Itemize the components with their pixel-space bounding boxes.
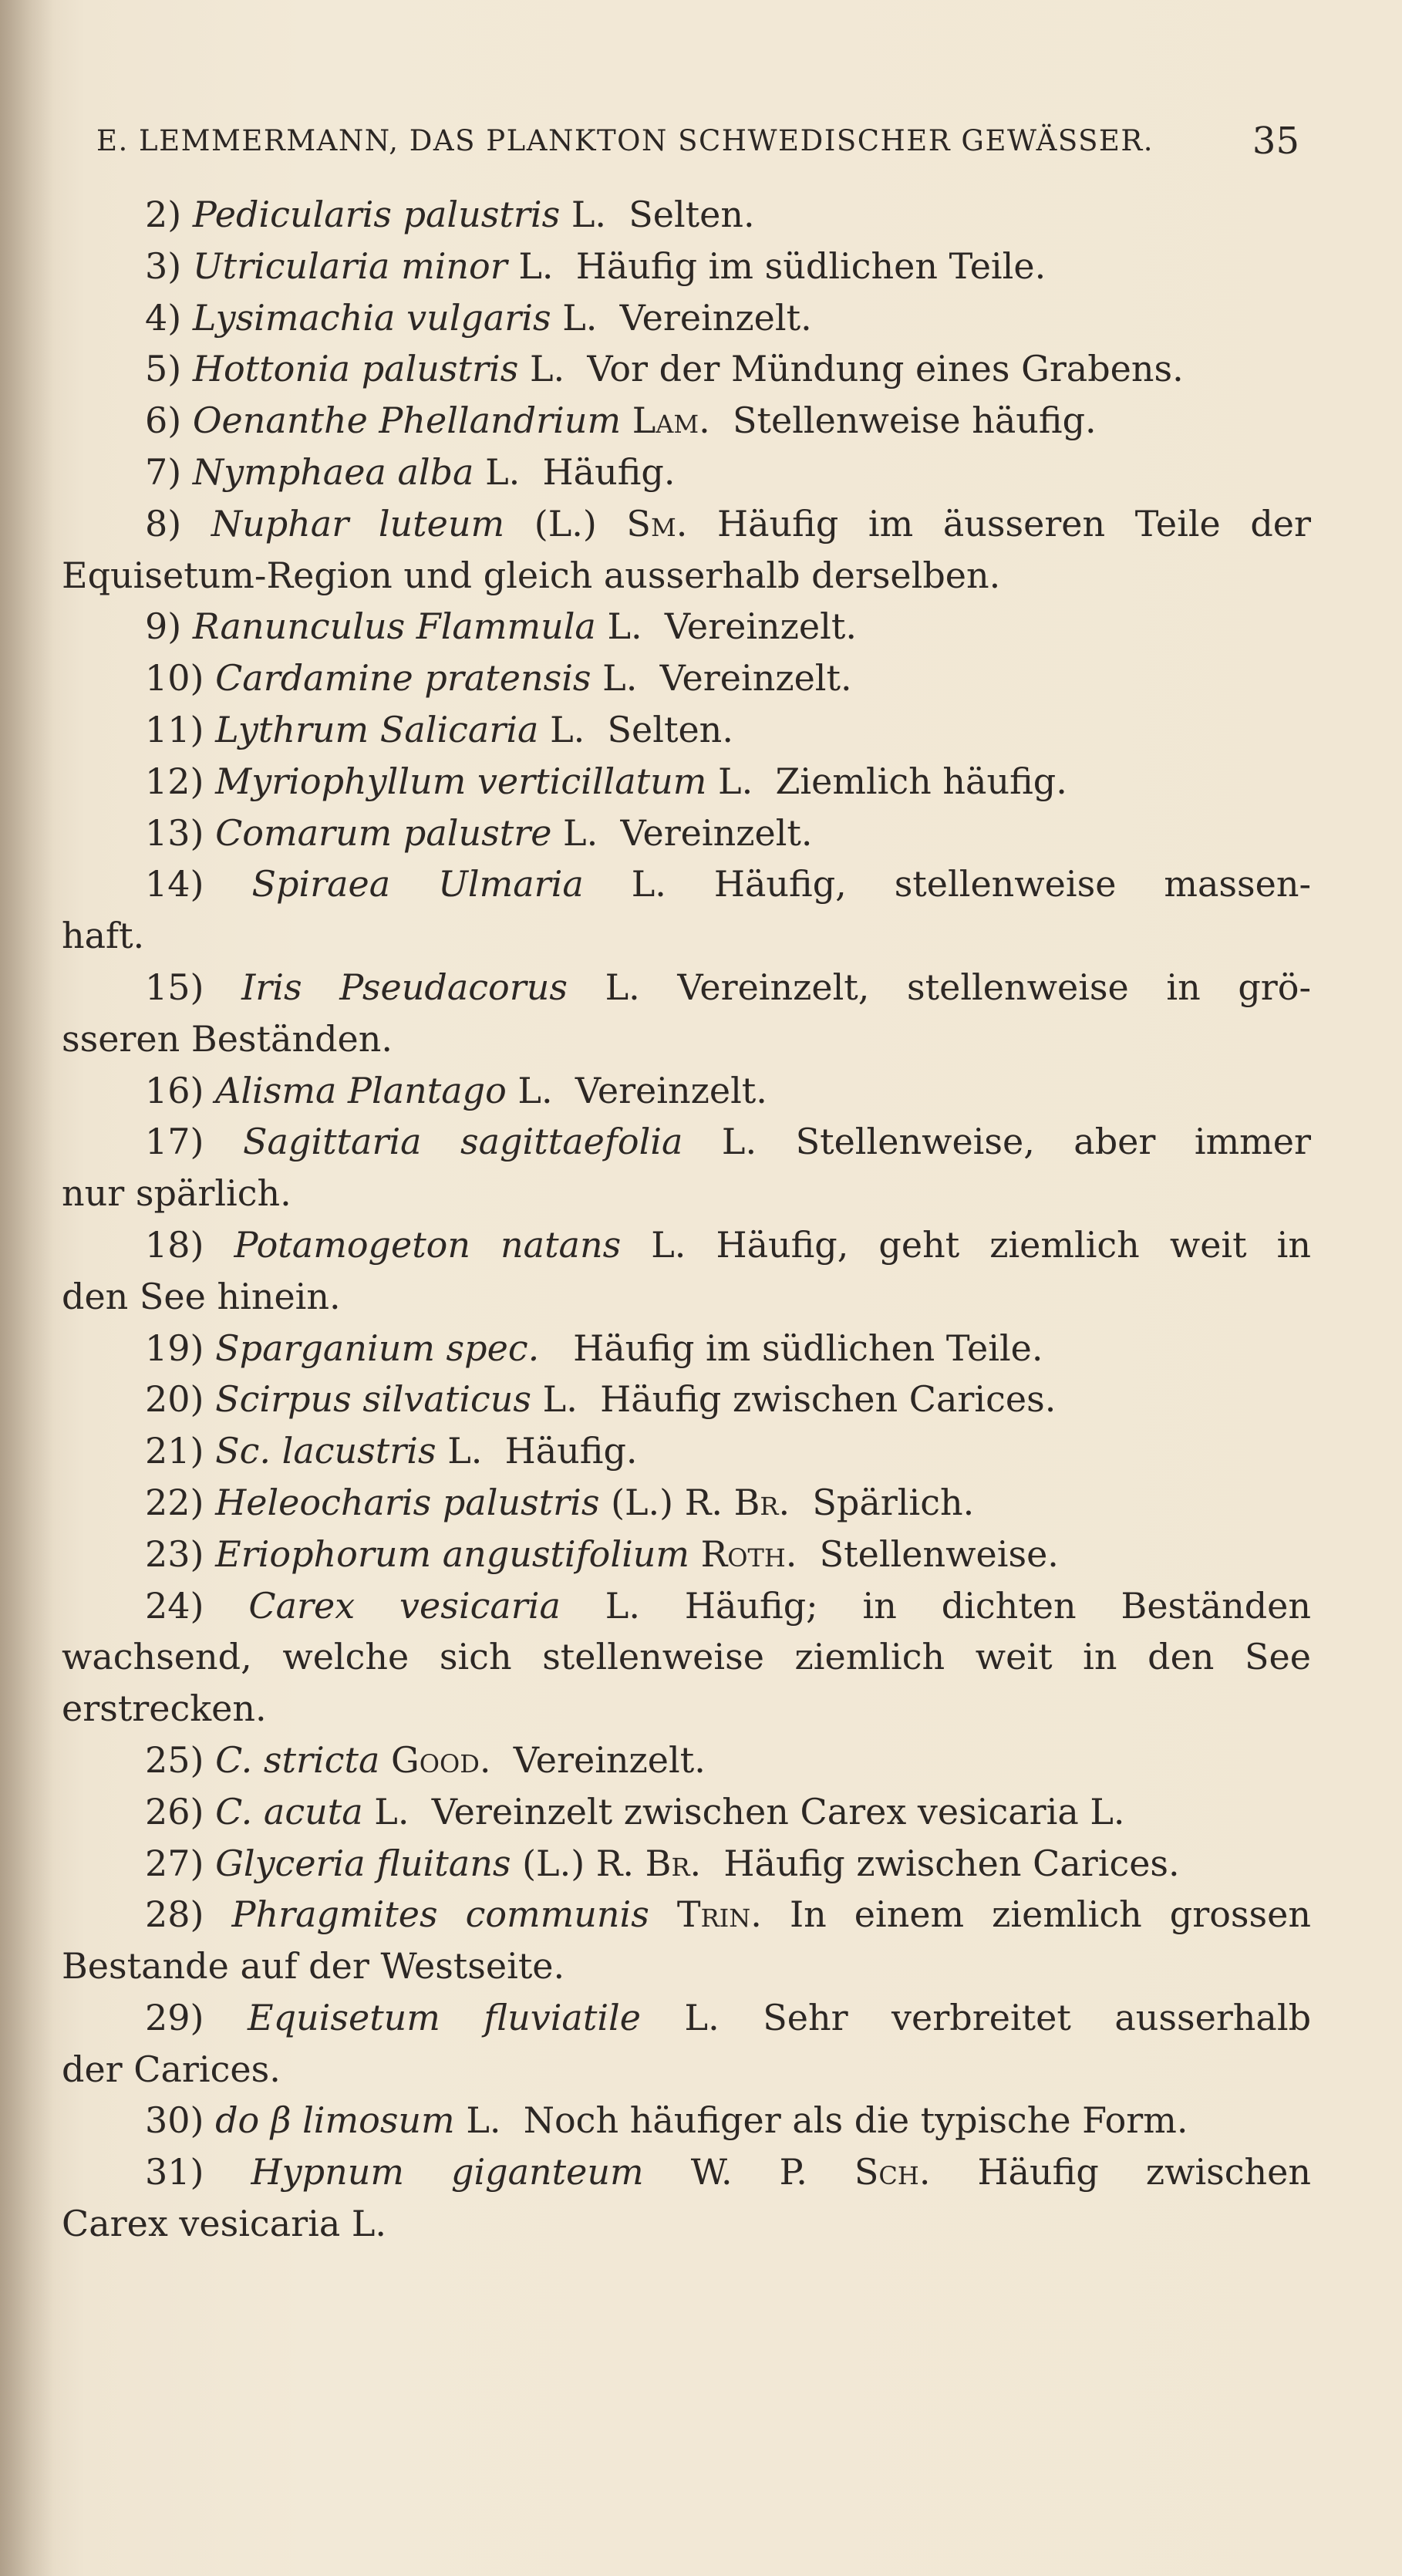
list-item: 14) Spiraea Ulmaria L. Häufig, stellenweise massen- bbox=[145, 863, 1311, 905]
list-item: 13) Comarum palustre L. Vereinzelt. bbox=[145, 811, 813, 854]
list-item: 31) Hypnum giganteum W. P. Sch. Häufig zwischen bbox=[145, 2151, 1311, 2193]
list-item: 3) Utricularia minor L. Häufig im südlichen Teile. bbox=[145, 244, 1046, 287]
list-item-continuation: Bestande auf der Westseite. bbox=[62, 1945, 565, 1988]
list-item: 23) Eriophorum angustifolium Roth. Stellenweise. bbox=[145, 1532, 1059, 1575]
list-item: 8) Nuphar luteum (L.) Sm. Häufig im äusseren Teile der bbox=[145, 502, 1311, 545]
list-item: 27) Glyceria fluitans (L.) R. Br. Häufig zwischen Carices. bbox=[145, 1842, 1180, 1884]
list-item: 7) Nymphaea alba L. Häufig. bbox=[145, 450, 676, 493]
list-item: 29) Equisetum fluviatile L. Sehr verbreitet ausserhalb bbox=[145, 1996, 1311, 2038]
running-title: E. LEMMERMANN, DAS PLANKTON SCHWEDISCHER GEWÄSSER. bbox=[96, 124, 1154, 157]
list-item-continuation: nur spärlich. bbox=[62, 1172, 292, 1215]
list-item: 22) Heleocharis palustris (L.) R. Br. Spärlich. bbox=[145, 1481, 975, 1523]
list-item: 9) Ranunculus Flammula L. Vereinzelt. bbox=[145, 605, 857, 648]
list-item: 26) C. acuta L. Vereinzelt zwischen Carex vesicaria L. bbox=[145, 1790, 1125, 1833]
list-item: 30) do β limosum L. Noch häufiger als die typische Form. bbox=[145, 2099, 1188, 2142]
list-item: 5) Hottonia palustris L. Vor der Mündung eines Grabens. bbox=[145, 348, 1184, 390]
list-item: 11) Lythrum Salicaria L. Selten. bbox=[145, 708, 733, 750]
list-item-continuation: Carex vesicaria L. bbox=[62, 2203, 387, 2245]
list-item-continuation: der Carices. bbox=[62, 2048, 281, 2090]
list-item: 28) Phragmites communis Trin. In einem ziemlich grossen bbox=[145, 1893, 1311, 1936]
list-item-continuation: wachsend, welche sich stellenweise ziemlich weit in den See bbox=[62, 1636, 1311, 1678]
binding-shadow bbox=[0, 0, 54, 2576]
list-item-continuation: haft. bbox=[62, 915, 145, 957]
list-item: 25) C. stricta Good. Vereinzelt. bbox=[145, 1738, 706, 1781]
page-number: 35 bbox=[1252, 120, 1299, 163]
list-item-continuation: sseren Beständen. bbox=[62, 1017, 393, 1060]
list-item: 12) Myriophyllum verticillatum L. Ziemlich häufig. bbox=[145, 760, 1067, 802]
list-item-continuation: den See hinein. bbox=[62, 1275, 341, 1317]
list-item: 21) Sc. lacustris L. Häufig. bbox=[145, 1430, 638, 1472]
list-item: 16) Alisma Plantago L. Vereinzelt. bbox=[145, 1069, 767, 1111]
list-item: 4) Lysimachia vulgaris L. Vereinzelt. bbox=[145, 296, 812, 339]
list-item: 24) Carex vesicaria L. Häufig; in dichten Beständen bbox=[145, 1584, 1311, 1627]
list-item: 19) Sparganium spec. Häufig im südlichen Teile. bbox=[145, 1327, 1043, 1369]
list-item: 2) Pedicularis palustris L. Selten. bbox=[145, 194, 755, 235]
species-list bbox=[62, 189, 1311, 2250]
list-item: 20) Scirpus silvaticus L. Häufig zwischen Carices. bbox=[145, 1378, 1057, 1421]
list-item: 18) Potamogeton natans L. Häufig, geht ziemlich weit in bbox=[145, 1223, 1311, 1266]
list-item: 15) Iris Pseudacorus L. Vereinzelt, stellenweise in grö- bbox=[145, 966, 1311, 1008]
list-item: 10) Cardamine pratensis L. Vereinzelt. bbox=[145, 657, 852, 700]
running-header bbox=[96, 114, 1299, 168]
list-item-continuation: erstrecken. bbox=[62, 1688, 267, 1730]
list-item-continuation: Equisetum-Region und gleich ausserhalb derselben. bbox=[62, 554, 1001, 596]
list-item: 6) Oenanthe Phellandrium Lam. Stellenweise häufig. bbox=[145, 400, 1097, 442]
list-item: 17) Sagittaria sagittaefolia L. Stellenweise, aber immer bbox=[145, 1121, 1311, 1163]
